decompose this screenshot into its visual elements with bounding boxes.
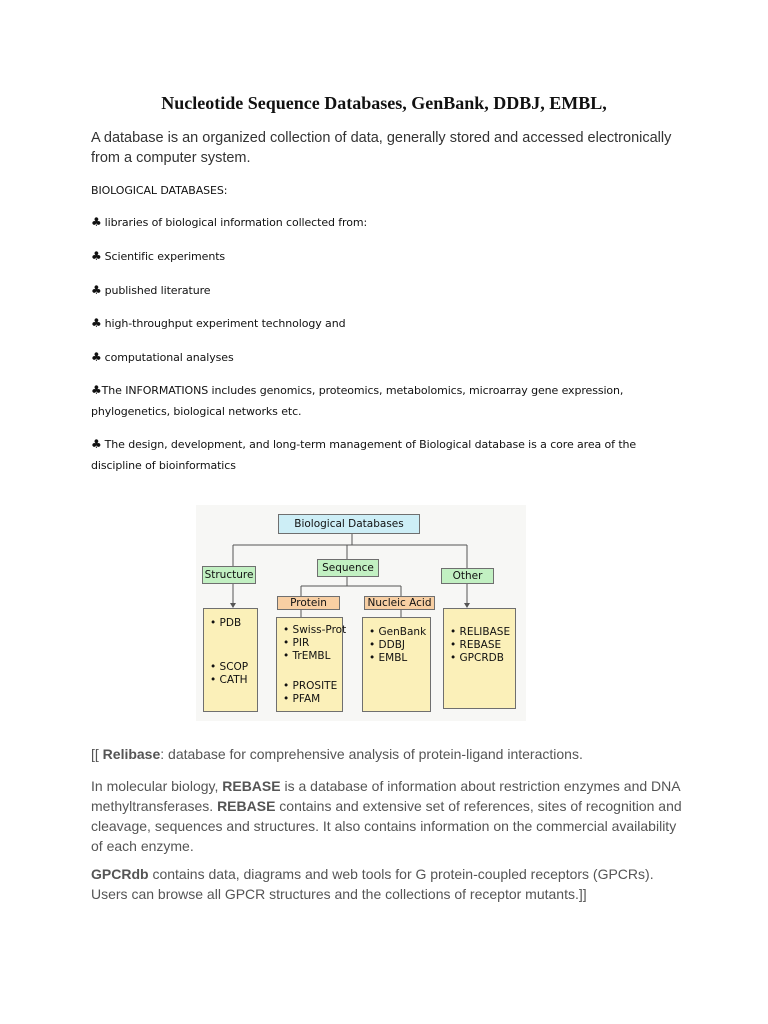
other-box: Other [441,568,494,584]
other-list [443,608,516,709]
bullet-item: ♣ high-throughput experiment technology and [91,316,346,330]
club-icon: ♣ [91,215,102,229]
relibase-term: Relibase [102,746,161,762]
list-item: • PFAM [283,693,321,705]
intro-paragraph: A database is an organized collection of data, generally stored and accessed electronically from a computer system. [91,130,672,166]
list-item: • EMBL [369,652,408,664]
club-icon: ♣ [91,350,102,364]
bullet-item: ♣ computational analyses [91,350,234,364]
gpcrdb-paragraph: GPCRdb contains data, diagrams and web tools for G protein-coupled receptors (GPCRs). Users can browse all GPCR structures and the collections of receptor mutants.]] [91,866,654,902]
club-icon: ♣ [91,437,102,451]
database-diagram [196,505,526,721]
list-item: • Swiss-Prot [283,624,347,636]
list-item: • PROSITE [283,680,338,692]
list-item: • PIR [283,637,310,649]
protein-box: Protein [277,596,340,610]
club-icon: ♣ [91,249,102,263]
protein-list [276,617,347,712]
sequence-box: Sequence [317,559,379,577]
design-paragraph: ♣ The design, development, and long-term management of Biological database is a core area of the discipline of bioinformatics [91,437,637,472]
bullet-item: ♣ published literature [91,283,211,297]
club-icon: ♣ [91,316,102,330]
bio-heading: BIOLOGICAL DATABASES: [91,184,228,197]
list-item: • SCOP [210,661,249,673]
list-item: • REBASE [450,639,502,651]
structure-box: Structure [202,566,256,584]
list-item: • PDB [210,617,242,629]
relibase-paragraph: [[ Relibase: database for comprehensive analysis of protein-ligand interactions. [91,746,583,762]
list-item: • GenBank [369,626,427,638]
bullet-item: ♣ libraries of biological information collected from: [91,215,368,229]
nucleic-acid-list [362,617,431,712]
list-item: • CATH [210,674,248,686]
list-item: • GPCRDB [450,652,504,664]
list-item: • DDBJ [369,639,406,651]
club-icon: ♣ [91,283,102,297]
structure-list [203,608,258,712]
gpcrdb-term: GPCRdb [91,866,149,882]
nucleic-acid-box: Nucleic Acid [364,596,435,610]
page-title: Nucleotide Sequence Databases, GenBank, DDBJ, EMBL, [161,93,607,113]
club-icon: ♣ [91,383,102,397]
list-item: • TrEMBL [283,650,331,662]
rebase-paragraph: In molecular biology, REBASE is a database of information about restriction enzymes and DNA methyltransferases. REBASE contains and extensive set of references, sites of recognition and cleavage, sequences and structures. It also contains information on the commercial availability of each enzyme. [91,778,682,854]
rebase-term: REBASE [217,798,276,814]
informations-paragraph: ♣The INFORMATIONS includes genomics, proteomics, metabolomics, microarray gene expression, phylogenetics, biological networks etc. [91,383,624,418]
root-box: Biological Databases [278,514,420,534]
rebase-term: REBASE [222,778,281,794]
list-item: • RELIBASE [450,626,511,638]
bullet-item: ♣ Scientific experiments [91,249,226,263]
